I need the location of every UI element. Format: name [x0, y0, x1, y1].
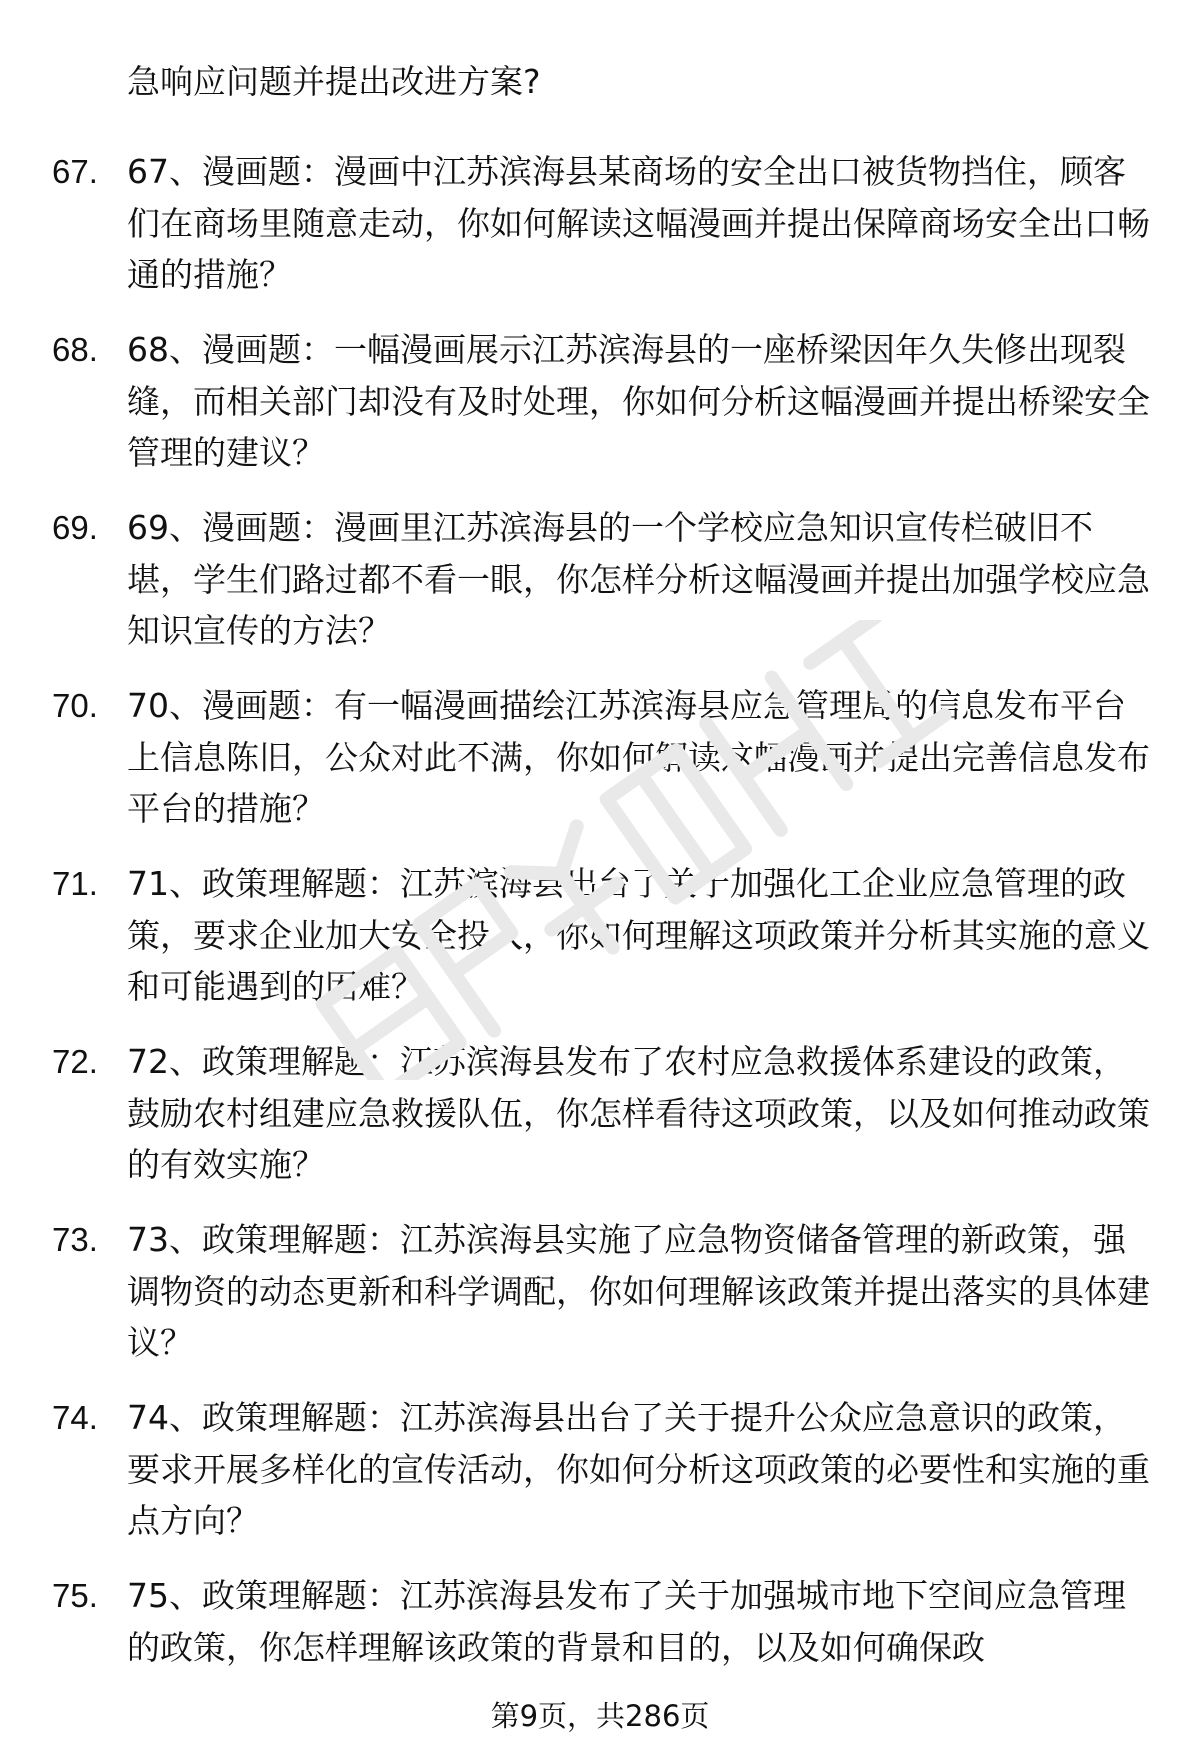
question-item: [0, 1570, 1157, 1673]
question-number: 71.: [52, 865, 98, 902]
question-number: 72.: [52, 1043, 98, 1080]
question-text: 73、政策理解题：江苏滨海县实施了应急物资储备管理的新政策，强调物资的动态更新和科学调配，你如何理解该政策并提出落实的具体建议？: [127, 1220, 1150, 1362]
question-item: [0, 1036, 1157, 1191]
question-number: 69.: [52, 509, 98, 546]
page-footer: 第9页，共286页: [490, 1699, 710, 1733]
question-item: [0, 1214, 1157, 1369]
question-number: 74.: [52, 1399, 98, 1436]
question-text: 75、政策理解题：江苏滨海县发布了关于加强城市地下空间应急管理的政策，你怎样理解该政策的背景和目的，以及如何确保政: [127, 1576, 1126, 1667]
question-item: [0, 502, 1157, 657]
question-item: [0, 324, 1157, 479]
question-list: [0, 146, 1200, 1697]
continued-question-text: 急响应问题并提出改进方案?: [127, 62, 541, 101]
question-item: [0, 146, 1157, 301]
question-number: 75.: [52, 1577, 98, 1614]
question-text: 70、漫画题：有一幅漫画描绘江苏滨海县应急管理局的信息发布平台上信息陈旧，公众对此不满，你如何解读这幅漫画并提出完善信息发布平台的措施？: [127, 686, 1150, 828]
question-text: 71、政策理解题：江苏滨海县出台了关于加强化工企业应急管理的政策，要求企业加大安全投入，你如何理解这项政策并分析其实施的意义和可能遇到的困难？: [127, 864, 1150, 1006]
question-text: 68、漫画题：一幅漫画展示江苏滨海县的一座桥梁因年久失修出现裂缝，而相关部门却没有及时处理，你如何分析这幅漫画并提出桥梁安全管理的建议？: [127, 330, 1150, 472]
question-text: 67、漫画题：漫画中江苏滨海县某商场的安全出口被货物挡住，顾客们在商场里随意走动，你如何解读这幅漫画并提出保障商场安全出口畅通的措施？: [127, 152, 1150, 294]
question-number: 68.: [52, 331, 98, 368]
question-text: 69、漫画题：漫画里江苏滨海县的一个学校应急知识宣传栏破旧不堪，学生们路过都不看一眼，你怎样分析这幅漫画并提出加强学校应急知识宣传的方法？: [127, 508, 1150, 650]
question-item: [0, 1392, 1157, 1547]
question-number: 73.: [52, 1221, 98, 1258]
question-text: 72、政策理解题：江苏滨海县发布了农村应急救援体系建设的政策，鼓励农村组建应急救援队伍，你怎样看待这项政策，以及如何推动政策的有效实施？: [127, 1042, 1150, 1184]
question-number: 70.: [52, 687, 98, 724]
question-text: 74、政策理解题：江苏滨海县出台了关于提升公众应急意识的政策，要求开展多样化的宣传活动，你如何分析这项政策的必要性和实施的重点方向？: [127, 1398, 1150, 1540]
question-item: [0, 858, 1157, 1013]
question-item: [0, 680, 1157, 835]
question-number: 67.: [52, 153, 98, 190]
